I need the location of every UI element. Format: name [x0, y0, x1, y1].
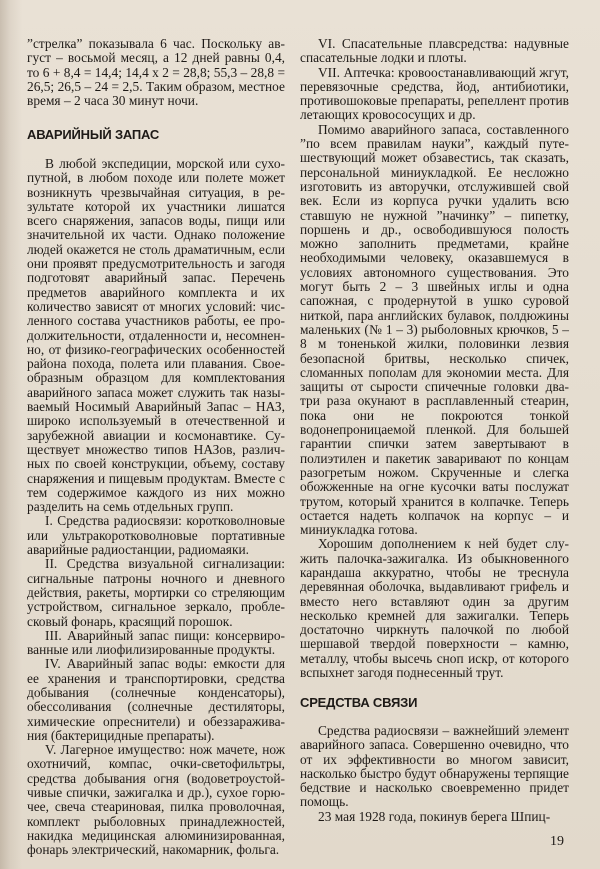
group-item-rafts: VI. Спасательные плавсредства: надувные спасательные лодки и плоты. [300, 36, 569, 66]
paragraph: Помимо аварийного запаса, составленного ”по всем правилам науки”, каждый путешествующий может обзавестись, так сказать, персональной миниукладкой. Ее несложно изготовить из авторучки, отслужившей свой век. Если из корпуса ручки удалить всю ставшую не нужной ”начинку” – пипетку, поршень и др., освободившуюся полость можно заполнить предметами, крайне необходимыми человеку, оказавшемуся в условиях автономного существования. Это могут быть 2 – 3 швейных иглы и одна сапожная, с продернутой в ушко суровой ниткой, пара английских булавок, полдюжины маленьких (№ 1 – 3) рыболовных крючков, 5 – 8 м тоненькой жилки, половинки лезвия безопасной бритвы, несколько спичек, сломанных пополам для экономии места. Для защиты от сырости спичечные головки два-три раза окунают в расплавленный стеарин, пока они не покроются тонкой водонепроницаемой пленкой. Для большей гарантии спички затем завертывают в полиэтилен и пакетик заваривают по концам разогретым ножом. Скрученные и слегка обожженные на огне кусочки ваты послужат трутом, который хранится в колпачке. Теперь остается надеть колпачок на корпус – и миниукладка готова. [300, 121, 569, 538]
communications-body [300, 724, 569, 824]
paragraph: Средства радиосвязи – важнейший элемент аварийного запаса. Совершенно очевидно, что от их эффективности во многом зависит, насколько быстро будут обнаружены терпящие бедствие и насколько своевременно придет помощь. [300, 723, 569, 810]
group-item-first-aid: VII. Аптечка: кровоостанавливающий жгут, перевязочные средства, йод, антибиотики, противошоковые препараты, репеллент против летающих кровососущих и др. [300, 64, 569, 123]
paragraph: 23 мая 1928 года, покинув берега Шпиц- [318, 808, 551, 824]
section-heading-communications: СРЕДСТВА СВЯЗИ [300, 695, 418, 710]
group-item-visual-signals: II. Средства визуальной сигнализации: сигнальные патроны ночного и дневного действия, ракеты, мортирки со стреляющим устройством, сигнальное зеркало, проблесковый фонарь, красящий порошок. [27, 556, 285, 629]
group-item-water: IV. Аварийный запас воды: емкости для ее хранения и транспортировки, средства добывания (солнечные конденсаторы), обессоливания (солнечные дестиляторы, химические опреснители) и обеззараживания (бактерицидные препараты). [27, 656, 285, 743]
left-body [27, 157, 285, 858]
group-item-food: III. Аварийный запас пищи: консервированные или лиофилизированные продукты. [27, 627, 285, 658]
group-item-radio: I. Средства радиосвязи: коротковолновые или ультракоротковолновые портативные аварийные радиостанции, радиомаяки. [27, 513, 285, 558]
right-body [300, 37, 569, 680]
paragraph: В любой экспедиции, морской или сухопутной, в любом походе или полете может возникнуть чрезвычайная ситуация, в результате которой их участники лишатся всего снаряжения, запасов воды, пищи или значительной их части. Однако положение людей окажется не столь драматичным, если они проявят предусмотрительность и загодя подготовят аварийный запас. Перечень предметов аварийного комплекта и их количество зависят от многих условий: численного состава участников работы, ее продолжительности, отдаленности и, несомненно, от физико-географических особенностей района похода, полета или плавания. Своеобразным образцом для комплектования аварийного запаса может служить так называемый Носимый Аварийный Запас – НАЗ, широко используемый в отечественной и зарубежной авиации и космонавтике. Существует множество типов НАЗов, различных по своей конструкции, объему, составу снаряжения и пищевым продуктам. Вместе с тем содержимое каждого из них можно разделить на семь отдельных групп. [27, 156, 285, 515]
page-number: 19 [550, 834, 564, 849]
group-item-camp-equipment: V. Лагерное имущество: нож мачете, нож охотничий, компас, очки-светофильтры, средства добывания огня (водоветроустойчивые спички, зажигалка и др.), сухое горючее, свеча стеариновая, пилка проволочная, комплект рыболовных принадлежностей, накидка медицинская алюминизированная, фонарь электрический, накомарник, фольга. [27, 742, 285, 858]
intro-paragraph: ”стрелка” показывала 6 час. Поскольку август – восьмой месяц, а 12 дней равны 0,4, то 6 + 8,4 = 14,4; 14,4 х 2 = 28,8; 55,3 – 28,8 = 26,5; 26,5 – 24 = 2,5. Таким образом, местное время – 2 часа 30 минут ночи. [27, 36, 285, 109]
paragraph: Хорошим дополнением к ней будет служить палочка-зажигалка. Из обыкновенного карандаша аккуратно, чтобы не треснула деревянная оболочка, выдавливают грифель и вместо него вставляют один за другим несколько кремней для зажигалки. Теперь достаточно чиркнуть палочкой по любой шершавой твердой поверхности – камню, металлу, чтобы высечь сноп искр, от которого вспыхнет загодя поднесенный трут. [300, 536, 569, 681]
section-heading-emergency-supply: АВАРИЙНЫЙ ЗАПАС [27, 127, 160, 142]
